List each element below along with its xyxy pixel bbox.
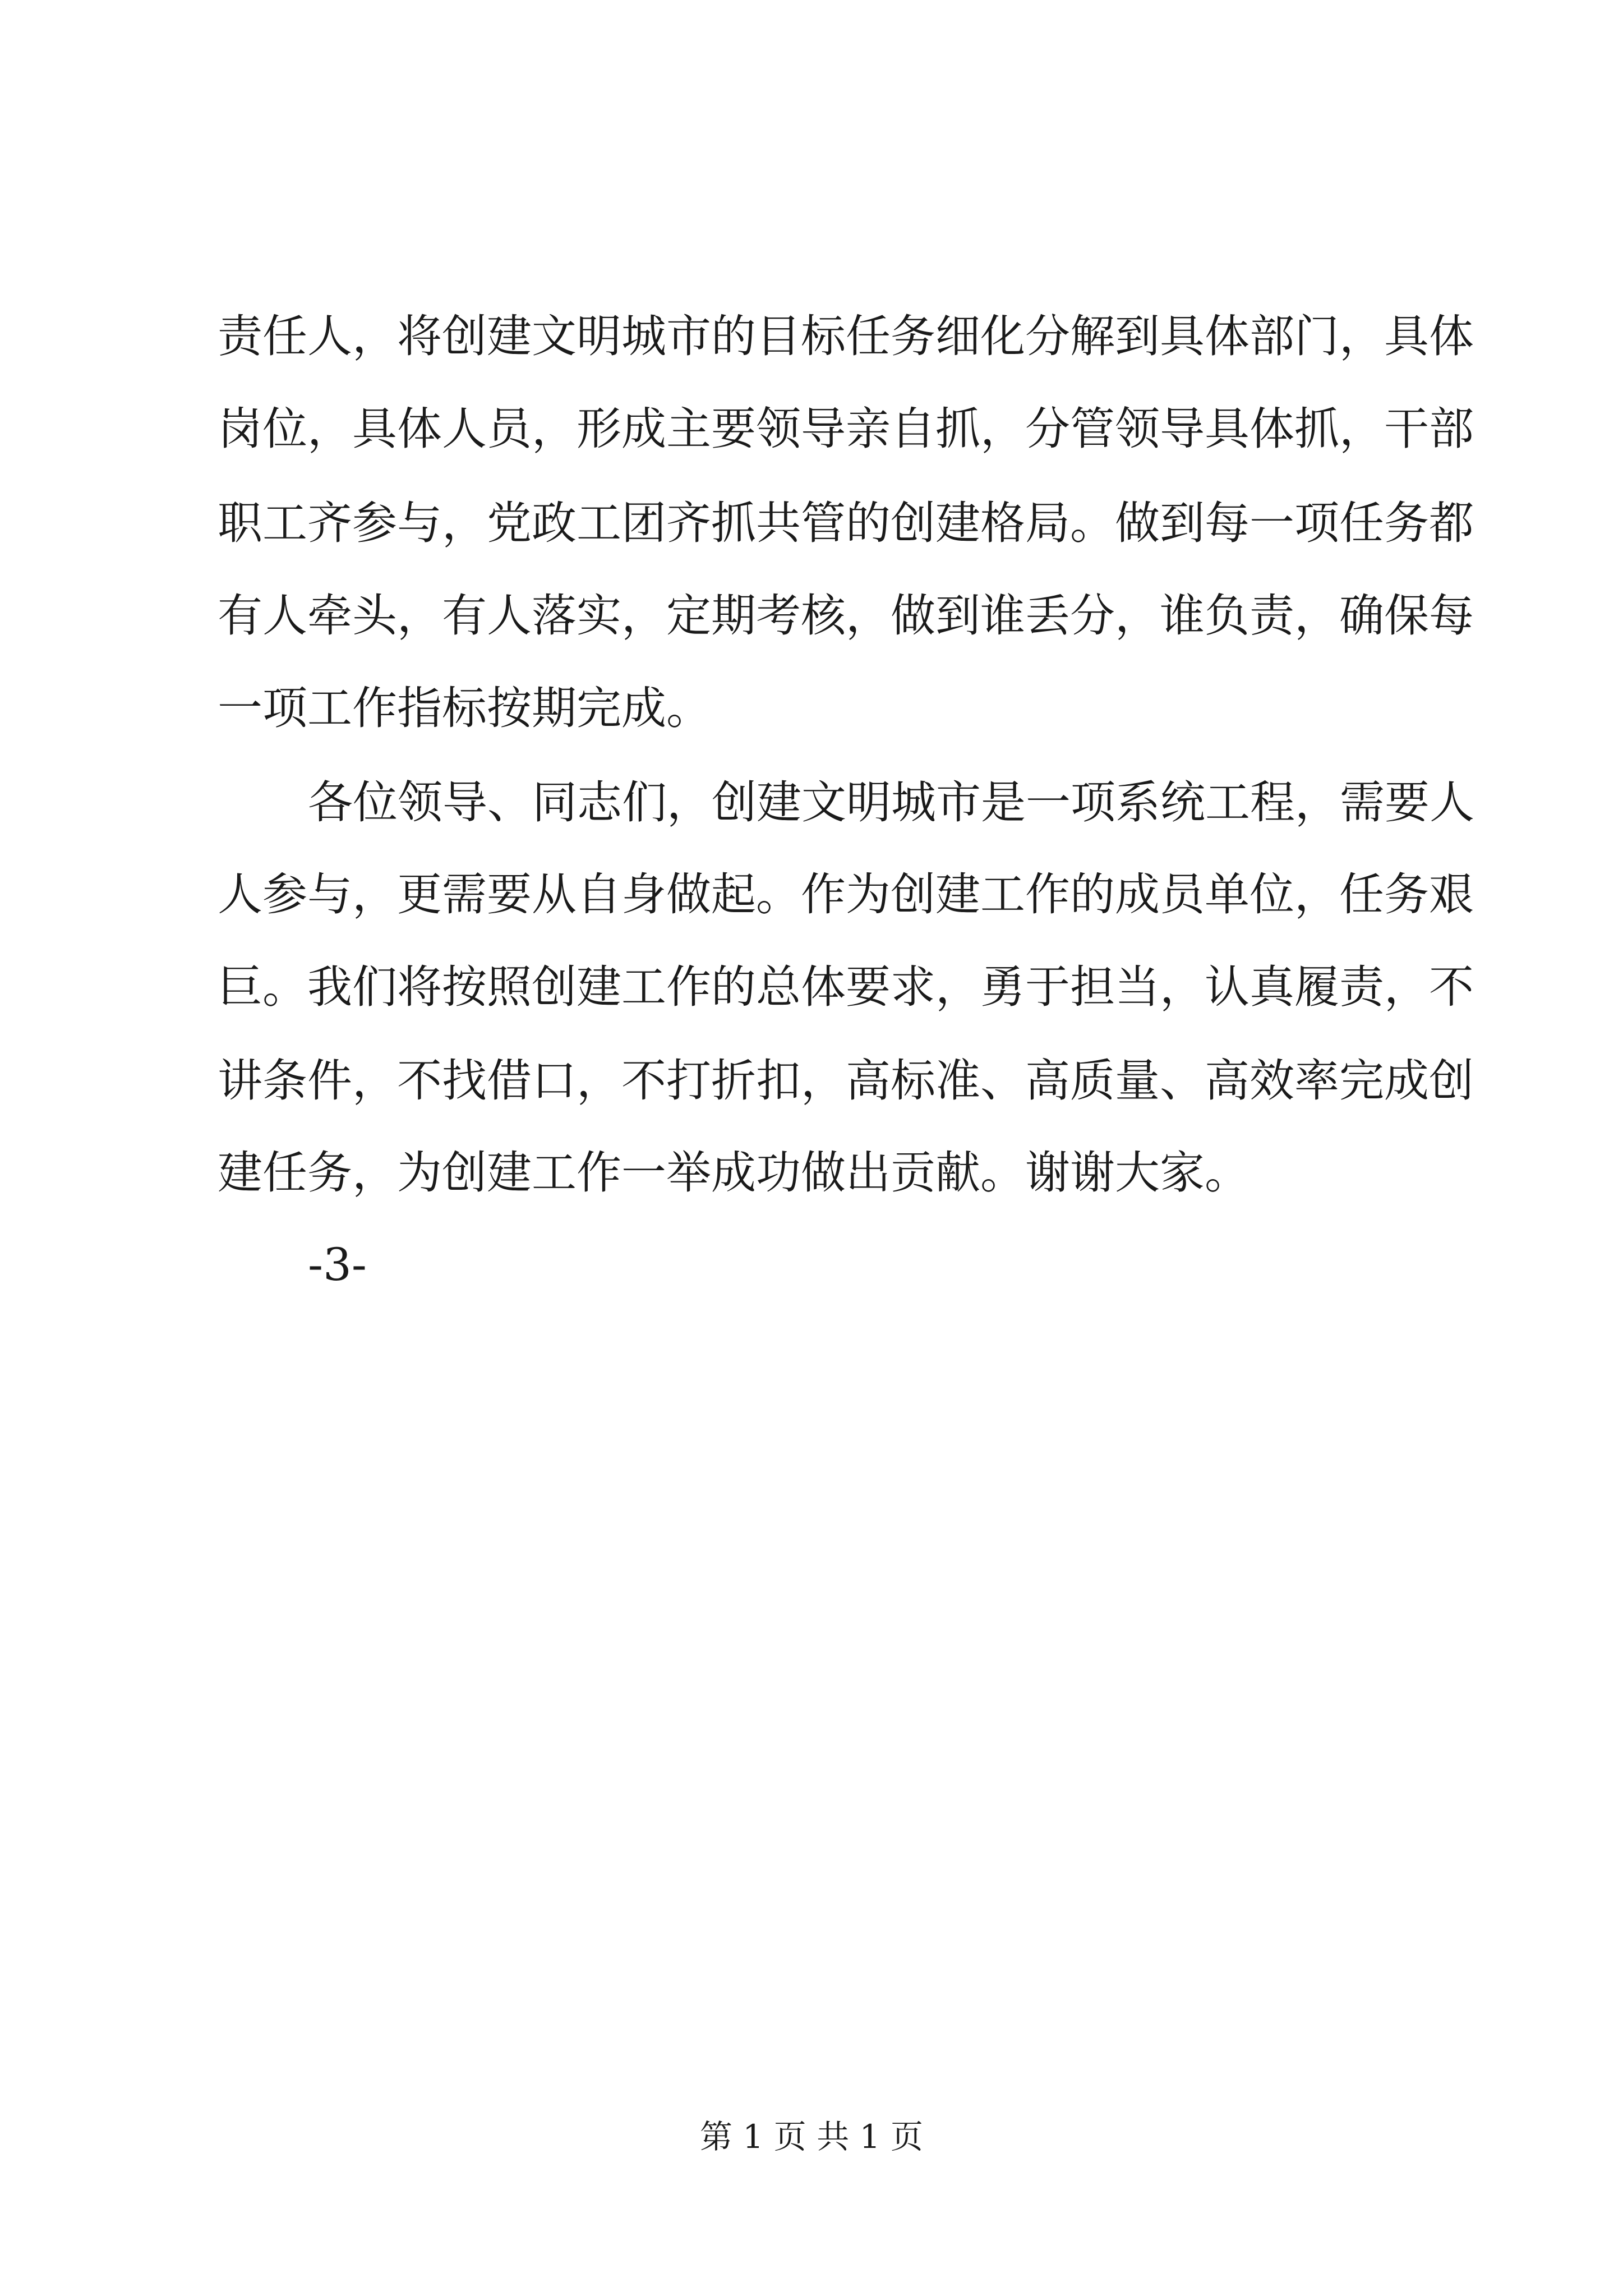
text-line: 各位领导、同志们，创建文明城市是一项系统工程，需要人 <box>308 776 1474 829</box>
page-footer: 第 1 页 共 1 页 <box>700 2118 923 2156</box>
text-line: 人参与，更需要从自身做起。作为创建工作的成员单位，任务艰 <box>218 868 1474 921</box>
text-line: 岗位，具体人员，形成主要领导亲自抓，分管领导具体抓，干部 <box>218 403 1474 455</box>
page-marker: -3- <box>308 1239 367 1291</box>
text-line: 讲条件，不找借口，不打折扣，高标准、高质量、高效率完成创 <box>218 1055 1474 1107</box>
text-line: 职工齐参与，党政工团齐抓共管的创建格局。做到每一项任务都 <box>218 497 1474 549</box>
text-line: 巨。我们将按照创建工作的总体要求，勇于担当，认真履责，不 <box>218 961 1474 1013</box>
text-line: 建任务，为创建工作一举成功做出贡献。谢谢大家。 <box>218 1147 1249 1199</box>
text-line: 有人牵头，有人落实，定期考核，做到谁丢分，谁负责，确保每 <box>218 590 1474 642</box>
text-line: 责任人，将创建文明城市的目标任务细化分解到具体部门，具体 <box>218 310 1474 362</box>
text-line: 一项工作指标按期完成。 <box>218 682 711 734</box>
